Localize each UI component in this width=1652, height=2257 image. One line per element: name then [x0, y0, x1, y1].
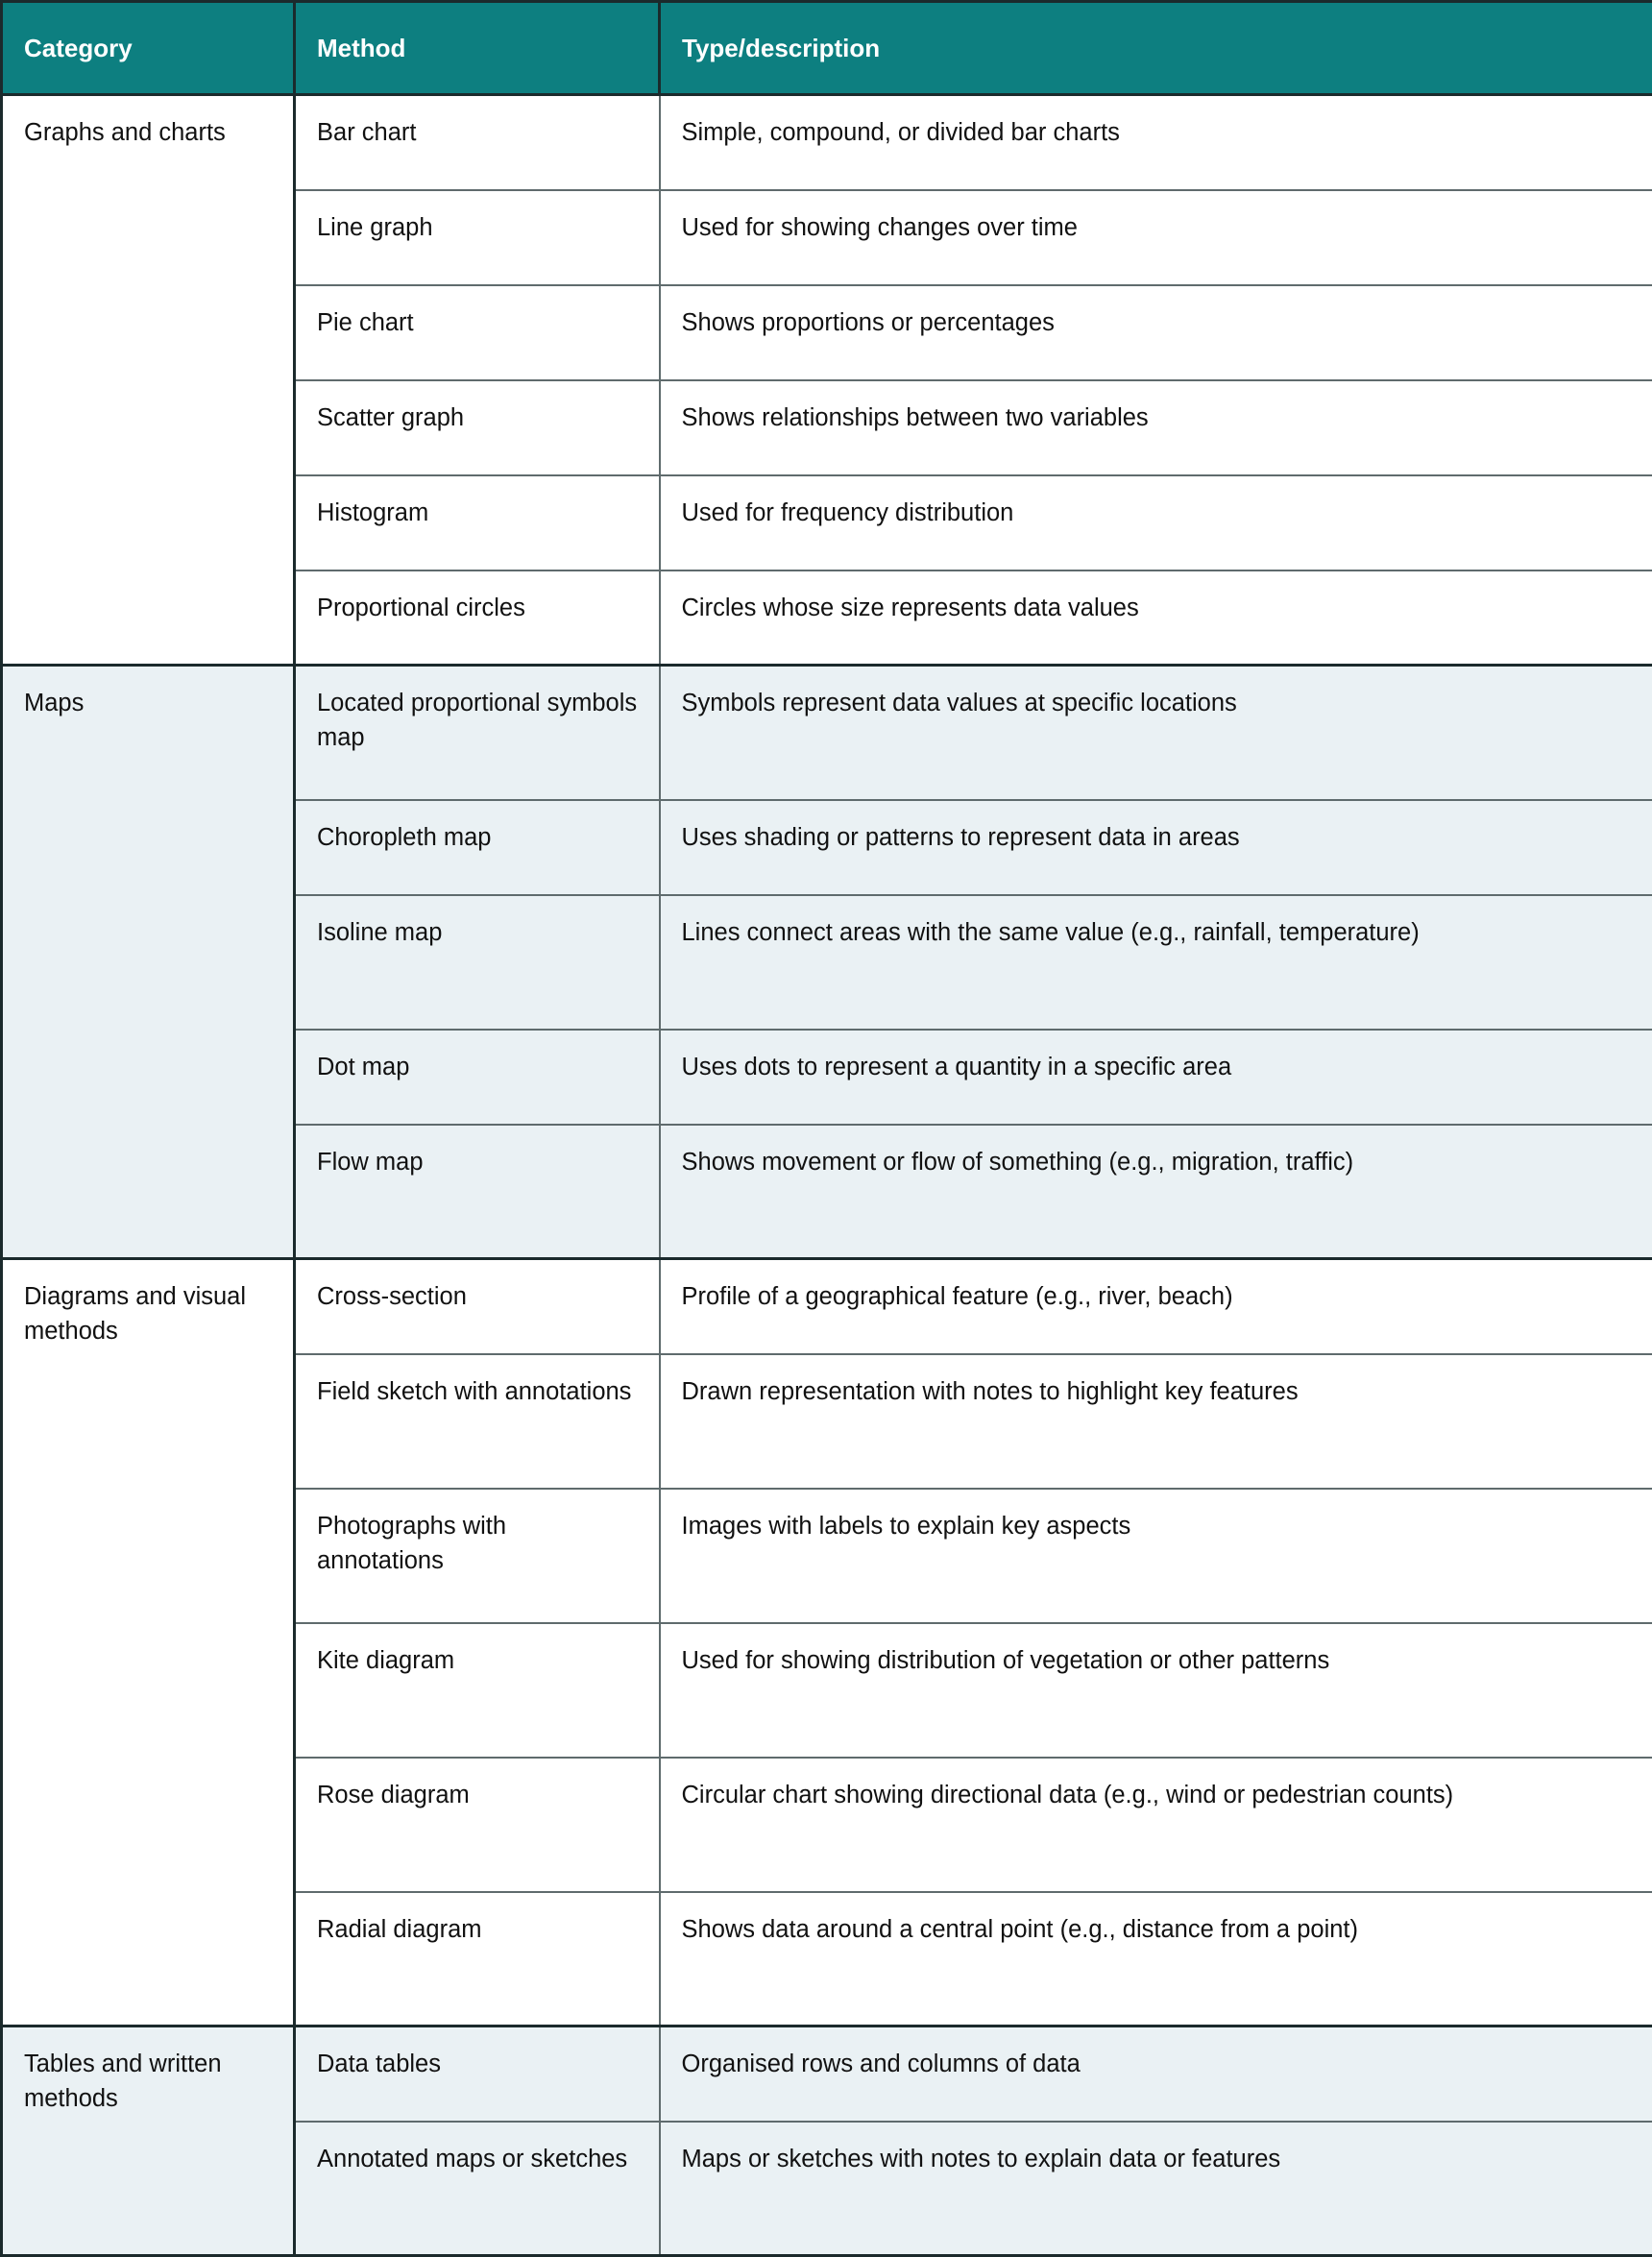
- category-label: Tables and written methods: [24, 2051, 222, 2112]
- table-header-row: [2, 2, 1652, 95]
- description-text: Shows movement or flow of something (e.g., migration, traffic): [682, 1149, 1354, 1176]
- description-cell: [660, 895, 1652, 1030]
- table-header: [2, 2, 1652, 95]
- method-cell: [295, 380, 660, 475]
- method-cell: [295, 800, 660, 895]
- description-text: Used for showing changes over time: [682, 214, 1078, 241]
- description-cell: [660, 1030, 1652, 1125]
- method-cell: [295, 1489, 660, 1623]
- method-label: Radial diagram: [317, 1916, 482, 1943]
- description-text: Circles whose size represents data values: [682, 595, 1139, 621]
- table-body: [2, 95, 1652, 2256]
- category-label: Graphs and charts: [24, 119, 226, 146]
- description-cell: [660, 1354, 1652, 1489]
- description-cell: [660, 1489, 1652, 1623]
- method-cell: [295, 2122, 660, 2256]
- description-text: Uses shading or patterns to represent data in areas: [682, 824, 1240, 851]
- method-cell: [295, 895, 660, 1030]
- method-label: Choropleth map: [317, 824, 491, 851]
- method-label: Dot map: [317, 1054, 409, 1080]
- method-label: Cross-section: [317, 1283, 467, 1310]
- description-cell: [660, 800, 1652, 895]
- method-label: Pie chart: [317, 309, 414, 336]
- description-cell: [660, 2026, 1652, 2122]
- method-cell: [295, 2026, 660, 2122]
- column-header-method: Method: [295, 2, 660, 95]
- table-row: [2, 666, 1652, 800]
- description-cell: [660, 1892, 1652, 2026]
- description-text: Simple, compound, or divided bar charts: [682, 119, 1120, 146]
- description-text: Maps or sketches with notes to explain data or features: [682, 2146, 1281, 2172]
- method-label: Located proportional symbols map: [317, 690, 637, 751]
- description-cell: [660, 1259, 1652, 1354]
- description-text: Shows data around a central point (e.g., distance from a point): [682, 1916, 1359, 1943]
- method-label: Kite diagram: [317, 1647, 454, 1674]
- method-label: Field sketch with annotations: [317, 1378, 631, 1405]
- table-row: [2, 95, 1652, 190]
- method-label: Proportional circles: [317, 595, 525, 621]
- method-label: Flow map: [317, 1149, 424, 1176]
- description-cell: [660, 285, 1652, 380]
- method-cell: [295, 1892, 660, 2026]
- description-text: Uses dots to represent a quantity in a specific area: [682, 1054, 1232, 1080]
- category-cell: [2, 2026, 295, 2256]
- description-text: Lines connect areas with the same value (e.g., rainfall, temperature): [682, 919, 1420, 946]
- column-header-type-description: Type/description: [660, 2, 1652, 95]
- method-cell: [295, 95, 660, 190]
- description-cell: [660, 1125, 1652, 1259]
- description-text: Circular chart showing directional data (e.g., wind or pedestrian counts): [682, 1782, 1454, 1808]
- description-text: Used for frequency distribution: [682, 499, 1014, 526]
- table-row: [2, 2026, 1652, 2122]
- description-text: Shows proportions or percentages: [682, 309, 1055, 336]
- method-cell: [295, 1125, 660, 1259]
- description-cell: [660, 1623, 1652, 1758]
- description-text: Symbols represent data values at specific locations: [682, 690, 1237, 716]
- description-text: Drawn representation with notes to highlight key features: [682, 1378, 1299, 1405]
- category-label: Maps: [24, 690, 84, 716]
- description-cell: [660, 666, 1652, 800]
- method-label: Line graph: [317, 214, 433, 241]
- method-cell: [295, 570, 660, 666]
- method-label: Annotated maps or sketches: [317, 2146, 627, 2172]
- method-label: Data tables: [317, 2051, 441, 2077]
- category-cell: [2, 95, 295, 666]
- method-label: Isoline map: [317, 919, 442, 946]
- column-header-category: Category: [2, 2, 295, 95]
- method-cell: [295, 475, 660, 570]
- method-label: Rose diagram: [317, 1782, 470, 1808]
- description-cell: [660, 2122, 1652, 2256]
- description-cell: [660, 95, 1652, 190]
- category-cell: [2, 1259, 295, 2026]
- description-text: Used for showing distribution of vegetation or other patterns: [682, 1647, 1330, 1674]
- description-cell: [660, 190, 1652, 285]
- method-cell: [295, 190, 660, 285]
- method-label: Histogram: [317, 499, 428, 526]
- description-text: Images with labels to explain key aspects: [682, 1513, 1131, 1540]
- method-cell: [295, 1354, 660, 1489]
- method-label: Photographs with annotations: [317, 1513, 506, 1574]
- description-cell: [660, 1758, 1652, 1892]
- method-cell: [295, 1030, 660, 1125]
- description-cell: [660, 570, 1652, 666]
- method-cell: [295, 666, 660, 800]
- method-label: Bar chart: [317, 119, 416, 146]
- method-cell: [295, 285, 660, 380]
- method-cell: [295, 1758, 660, 1892]
- category-cell: [2, 666, 295, 1259]
- method-label: Scatter graph: [317, 404, 464, 431]
- description-cell: [660, 475, 1652, 570]
- description-text: Organised rows and columns of data: [682, 2051, 1081, 2077]
- category-label: Diagrams and visual methods: [24, 1283, 246, 1345]
- description-cell: [660, 380, 1652, 475]
- description-text: Profile of a geographical feature (e.g., river, beach): [682, 1283, 1233, 1310]
- method-cell: [295, 1259, 660, 1354]
- description-text: Shows relationships between two variables: [682, 404, 1149, 431]
- method-cell: [295, 1623, 660, 1758]
- table-row: [2, 1259, 1652, 1354]
